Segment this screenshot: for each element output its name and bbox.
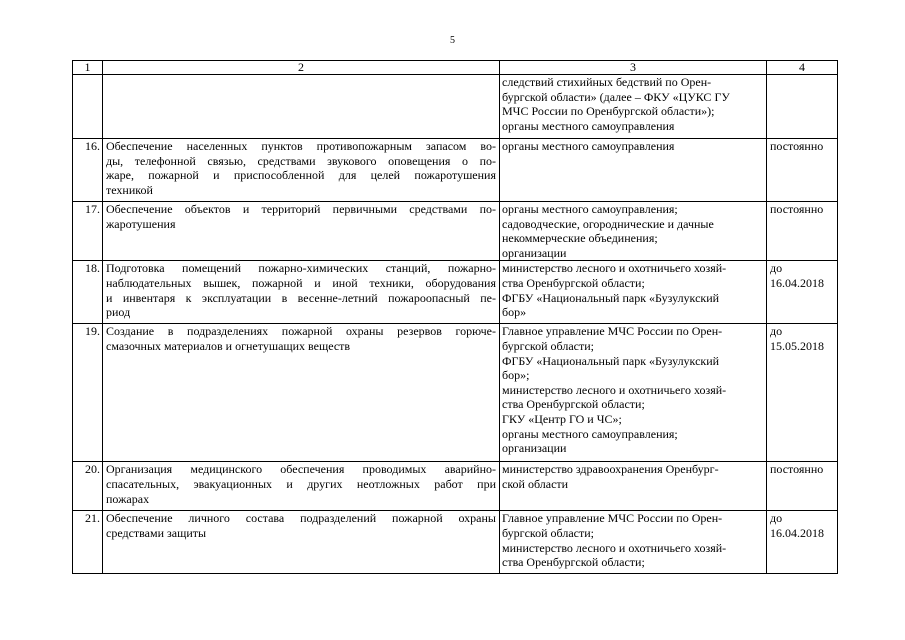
responsible-line: МЧС России по Оренбургской области»); [502,104,715,119]
responsible-parties [500,462,767,511]
row-number: 18. [73,261,103,324]
description-line: Обеспечение объектов и территорий первичными средствами по- [106,202,496,216]
measure-description [103,261,500,324]
responsible-line: организации [502,441,567,456]
deadline: до 15.05.2018 [767,324,838,462]
measure-description [103,324,500,462]
responsible-line: бор»; [502,368,530,383]
description-line: Обеспечение личного состава подразделений пожарной охраны [106,511,496,526]
column-header-2: 2 [103,61,500,75]
table-row [73,202,838,261]
responsible-parties [500,511,767,574]
column-header-1: 1 [73,61,103,75]
responsible-line: министерство лесного и охотничьего хозяй- [502,261,727,276]
table-row [73,511,838,574]
responsible-line: ГКУ «Центр ГО и ЧС»; [502,411,622,426]
description-line: Обеспечение населенных пунктов противопожарным запасом во- [106,139,496,153]
description-line: жаре, пожарной и приспособленной для целей пожаротушения [106,168,496,183]
deadline: постоянно [767,139,838,202]
responsible-line: бургской области; [502,525,594,540]
description-line: Создание в подразделениях пожарной охраны резервов горюче- [106,324,496,339]
table-row [73,75,838,139]
measure-description [103,202,500,261]
measure-description [103,75,500,139]
column-header-4: 4 [767,61,838,75]
row-number: 21. [73,511,103,574]
responsible-line: ства Оренбургской области; [502,275,645,290]
table-header-row [73,61,838,75]
responsible-line: бургской области; [502,338,594,353]
responsible-line: министерство здравоохранения Оренбург- [502,462,719,477]
responsible-line: садоводческие, огороднические и дачные [502,216,714,231]
table-row [73,462,838,511]
column-header-3: 3 [500,61,767,75]
deadline: постоянно [767,462,838,511]
responsible-line: Главное управление МЧС России по Орен- [502,511,723,526]
description-line: наблюдательных вышек, пожарной и иной техники, оборудования [106,275,496,290]
responsible-line: органы местного самоуправления [502,139,675,153]
responsible-line: бор» [502,305,527,320]
responsible-parties [500,324,767,462]
measures-table [72,60,838,574]
description-line: ды, телефонной связью, средствами звукового оповещения о по- [106,153,496,168]
responsible-line: некоммерческие объединения; [502,231,658,246]
description-line: смазочных материалов и огнетушащих веществ [106,338,351,353]
responsible-line: ства Оренбургской области; [502,397,645,412]
responsible-parties [500,261,767,324]
description-line: риод [106,305,131,320]
responsible-line: следствий стихийных бедствий по Орен- [502,75,712,89]
deadline [767,75,838,139]
deadline: до 16.04.2018 [767,261,838,324]
table-row [73,261,838,324]
row-number: 16. [73,139,103,202]
responsible-line: органы местного самоуправления [502,118,675,133]
row-number [73,75,103,139]
responsible-line: Главное управление МЧС России по Орен- [502,324,723,339]
description-line: жаротушения [106,216,176,231]
measure-description [103,511,500,574]
table-row [73,139,838,202]
table-row [73,324,838,462]
responsible-line: органы местного самоуправления; [502,426,678,441]
responsible-line: бургской области» (далее – ФКУ «ЦУКС ГУ [502,89,730,104]
description-line: Организация медицинского обеспечения проводимых аварийно- [106,462,496,477]
row-number: 17. [73,202,103,261]
measure-description [103,462,500,511]
page-number: 5 [450,35,455,46]
responsible-parties [500,139,767,202]
description-line: Подготовка помещений пожарно-химических станций, пожарно- [106,261,496,276]
description-line: пожарах [106,491,150,506]
responsible-line: министерство лесного и охотничьего хозяй- [502,540,727,555]
responsible-line: ФГБУ «Национальный парк «Бузулукский [502,353,720,368]
description-line: средствами защиты [106,525,207,540]
deadline: до 16.04.2018 [767,511,838,574]
table-body [73,61,838,574]
responsible-line: министерство лесного и охотничьего хозяй- [502,382,727,397]
responsible-line: ства Оренбургской области; [502,555,645,570]
row-number: 19. [73,324,103,462]
responsible-line: ской области [502,476,569,491]
responsible-parties [500,75,767,139]
measure-description [103,139,500,202]
responsible-line: организации [502,245,567,260]
responsible-parties [500,202,767,261]
description-line: и инвентаря к эксплуатации в весенне-летний пожароопасный пе- [106,290,496,305]
row-number: 20. [73,462,103,511]
responsible-line: ФГБУ «Национальный парк «Бузулукский [502,290,720,305]
description-line: техникой [106,182,153,197]
deadline: постоянно [767,202,838,261]
description-line: спасательных, эвакуационных и других неотложных работ при [106,476,496,491]
responsible-line: органы местного самоуправления; [502,202,678,216]
